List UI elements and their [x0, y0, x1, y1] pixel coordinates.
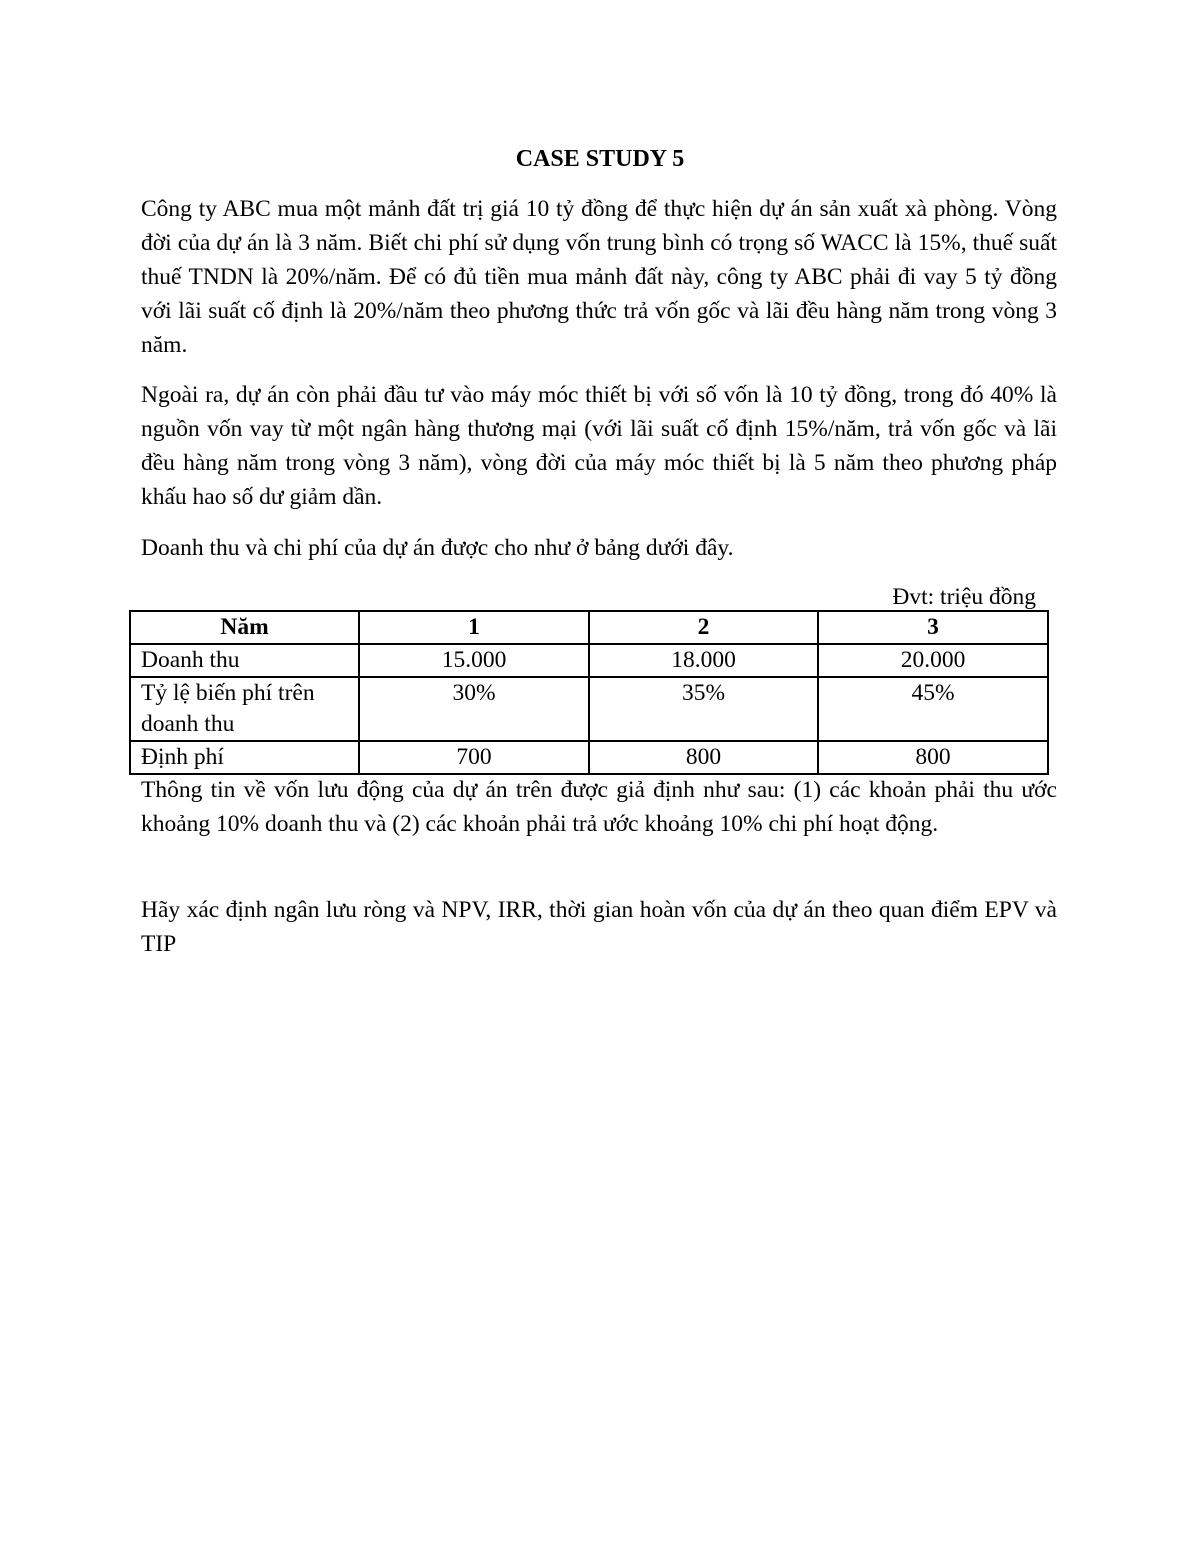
- table-cell: 700: [359, 741, 589, 774]
- revenue-cost-table: [129, 610, 1049, 775]
- table-cell: 800: [589, 741, 818, 774]
- table-row: [130, 677, 1048, 741]
- unit-note: Đvt: triệu đồng: [892, 584, 1036, 610]
- table-cell: 18.000: [589, 644, 818, 677]
- table-cell: 30%: [359, 677, 589, 741]
- table-cell: 20.000: [818, 644, 1048, 677]
- table-header-cell: 2: [589, 611, 818, 644]
- table-cell: 15.000: [359, 644, 589, 677]
- table-cell: 35%: [589, 677, 818, 741]
- table-header-cell: 3: [818, 611, 1048, 644]
- table-header-cell: Năm: [130, 611, 359, 644]
- table-row-label: Doanh thu: [130, 644, 359, 677]
- table-row: [130, 644, 1048, 677]
- paragraph-working-capital: Thông tin về vốn lưu động của dự án trên được giả định như sau: (1) các khoản phải thu ước khoảng 10% doanh thu và (2) các khoản phải trả ước khoảng 10% chi phí hoạt động.: [141, 777, 1057, 837]
- paragraph-land-purchase: Công ty ABC mua một mảnh đất trị giá 10 tỷ đồng để thực hiện dự án sản xuất xà phòng. Vòng đời của dự án là 3 năm. Biết chi phí sử dụng vốn trung bình có trọng số WACC là 15%, thuế suất thuế TNDN là 20%/năm. Để có đủ tiền mua mảnh đất này, công ty ABC phải đi vay 5 tỷ đồng với lãi suất cố định là 20%/năm theo phương thức trả vốn gốc và lãi đều hàng năm trong vòng 3 năm.: [141, 196, 1057, 358]
- paragraph-question: Hãy xác định ngân lưu ròng và NPV, IRR, thời gian hoàn vốn của dự án theo quan điểm EPV và TIP: [141, 897, 1057, 957]
- table-header-cell: 1: [359, 611, 589, 644]
- table-row-label: Định phí: [130, 741, 359, 774]
- table-header-row: [130, 611, 1048, 644]
- paragraph-table-intro: Doanh thu và chi phí của dự án được cho như ở bảng dưới đây.: [141, 535, 734, 561]
- table-row: [130, 741, 1048, 774]
- table-cell: 800: [818, 741, 1048, 774]
- table-row-label: Tỷ lệ biến phí trên doanh thu: [130, 677, 359, 741]
- table-cell: 45%: [818, 677, 1048, 741]
- paragraph-equipment-investment: Ngoài ra, dự án còn phải đầu tư vào máy móc thiết bị với số vốn là 10 tỷ đồng, trong đó 40% là nguồn vốn vay từ một ngân hàng thương mại (với lãi suất cố định 15%/năm, trả vốn gốc và lãi đều hàng năm trong vòng 3 năm), vòng đời của máy móc thiết bị là 5 năm theo phương pháp khấu hao số dư giảm dần.: [141, 382, 1057, 510]
- case-study-title: CASE STUDY 5: [515, 146, 685, 172]
